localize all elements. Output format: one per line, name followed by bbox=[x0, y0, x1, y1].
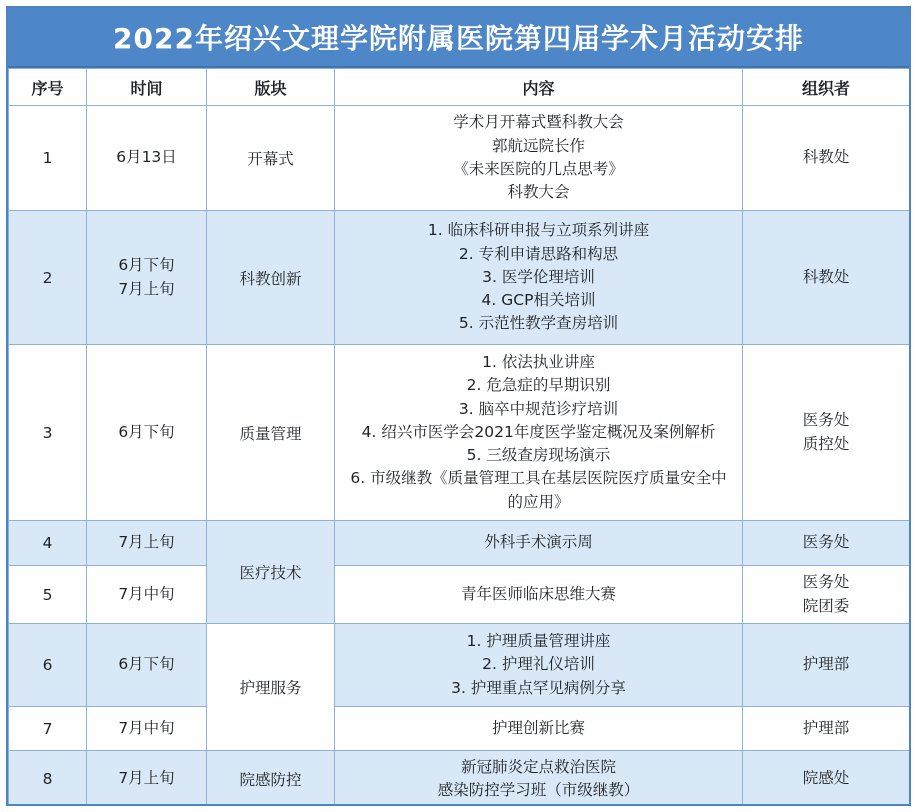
table-row bbox=[9, 211, 910, 345]
row-organizer: 科教处 bbox=[743, 106, 910, 211]
table-row bbox=[9, 345, 910, 521]
schedule-table bbox=[8, 68, 910, 806]
row-time: 6月下旬 bbox=[87, 345, 207, 521]
table-row bbox=[9, 751, 910, 807]
row-section: 院感防控 bbox=[207, 751, 335, 807]
row-organizer: 医务处 bbox=[743, 521, 910, 566]
row-section: 质量管理 bbox=[207, 345, 335, 521]
row-organizer: 护理部 bbox=[743, 707, 910, 751]
row-organizer: 科教处 bbox=[743, 211, 910, 345]
table-row bbox=[9, 106, 910, 211]
row-time: 7月上旬 bbox=[87, 521, 207, 566]
row-time: 7月中旬 bbox=[87, 566, 207, 624]
row-content: 青年医师临床思维大赛 bbox=[335, 566, 743, 624]
row-no: 1 bbox=[9, 106, 87, 211]
row-no: 7 bbox=[9, 707, 87, 751]
row-section: 护理服务 bbox=[207, 624, 335, 751]
row-no: 6 bbox=[9, 624, 87, 707]
row-no: 2 bbox=[9, 211, 87, 345]
row-time: 7月中旬 bbox=[87, 707, 207, 751]
table-row bbox=[9, 707, 910, 751]
row-no: 8 bbox=[9, 751, 87, 807]
header-organizer: 组织者 bbox=[743, 69, 910, 106]
table-row bbox=[9, 624, 910, 707]
row-time: 6月下旬 7月上旬 bbox=[87, 211, 207, 345]
row-section: 科教创新 bbox=[207, 211, 335, 345]
row-organizer: 医务处 院团委 bbox=[743, 566, 910, 624]
row-content: 护理创新比赛 bbox=[335, 707, 743, 751]
table-header-row bbox=[9, 69, 910, 106]
row-organizer: 医务处 质控处 bbox=[743, 345, 910, 521]
table-row bbox=[9, 566, 910, 624]
row-section: 医疗技术 bbox=[207, 521, 335, 624]
row-time: 6月13日 bbox=[87, 106, 207, 211]
row-no: 4 bbox=[9, 521, 87, 566]
header-no: 序号 bbox=[9, 69, 87, 106]
table-row bbox=[9, 521, 910, 566]
header-content: 内容 bbox=[335, 69, 743, 106]
row-no: 5 bbox=[9, 566, 87, 624]
page-title: 2022年绍兴文理学院附属医院第四届学术月活动安排 bbox=[8, 8, 909, 68]
header-time: 时间 bbox=[87, 69, 207, 106]
row-organizer: 护理部 bbox=[743, 624, 910, 707]
row-content: 外科手术演示周 bbox=[335, 521, 743, 566]
row-content: 1. 护理质量管理讲座 2. 护理礼仪培训 3. 护理重点罕见病例分享 bbox=[335, 624, 743, 707]
row-content: 学术月开幕式暨科教大会 郭航远院长作 《未来医院的几点思考》 科教大会 bbox=[335, 106, 743, 211]
row-organizer: 院感处 bbox=[743, 751, 910, 807]
row-time: 7月上旬 bbox=[87, 751, 207, 807]
row-time: 6月下旬 bbox=[87, 624, 207, 707]
row-content: 1. 临床科研申报与立项系列讲座 2. 专利申请思路和构思 3. 医学伦理培训 4. GCP相关培训 5. 示范性教学查房培训 bbox=[335, 211, 743, 345]
schedule-frame bbox=[6, 6, 911, 806]
row-content: 新冠肺炎定点救治医院 感染防控学习班（市级继教） bbox=[335, 751, 743, 807]
header-section: 版块 bbox=[207, 69, 335, 106]
row-section: 开幕式 bbox=[207, 106, 335, 211]
row-content: 1. 依法执业讲座 2. 危急症的早期识别 3. 脑卒中规范诊疗培训 4. 绍兴市医学会2021年度医学鉴定概况及案例解析 5. 三级查房现场演示 6. 市级继教《质量管理工具在基层医院医疗质量安全中的应用》 bbox=[335, 345, 743, 521]
row-no: 3 bbox=[9, 345, 87, 521]
